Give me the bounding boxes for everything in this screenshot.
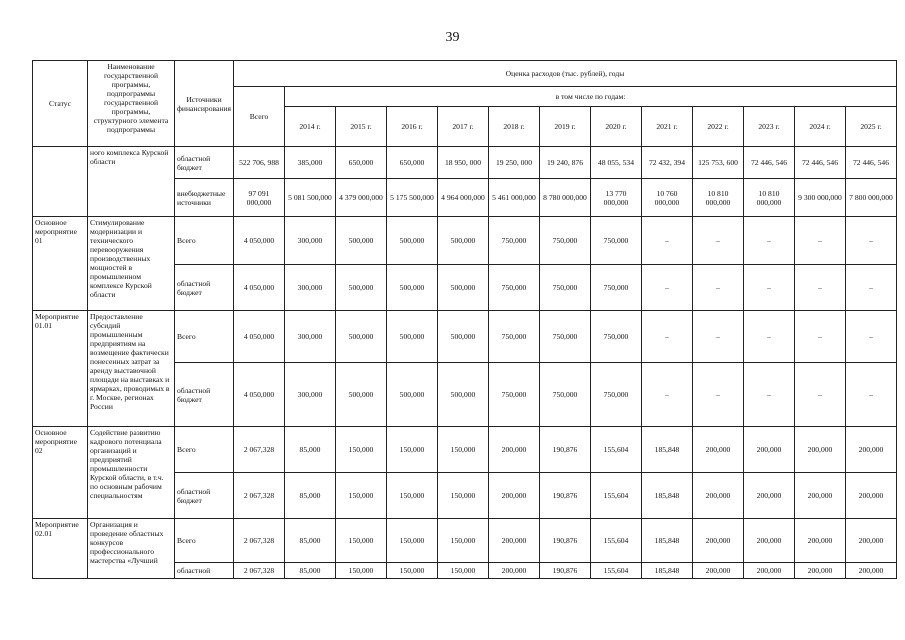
name-cell: Предоставление субсидий промышленным предприятиям на возмещение фактически понесенных затрат за аренду выставочной площади на выставках и ярмарках, проводимых в г. Москве, регионах России [88,311,175,427]
value-cell: 72 446, 546 [846,147,897,179]
value-cell: 85,000 [285,473,336,519]
value-cell: 200,000 [744,563,795,579]
value-cell: 185,848 [642,563,693,579]
value-cell: 85,000 [285,563,336,579]
value-cell: 150,000 [387,563,438,579]
value-cell: – [795,265,846,311]
value-cell: 300,000 [285,217,336,265]
total-cell: 2 067,328 [234,519,285,563]
value-cell: 200,000 [489,427,540,473]
value-cell: 750,000 [540,265,591,311]
value-cell: 150,000 [438,563,489,579]
value-cell: 150,000 [336,563,387,579]
expenses-table [32,60,897,579]
header-year: 2021 г. [642,107,693,147]
value-cell: 150,000 [387,519,438,563]
value-cell: 185,848 [642,473,693,519]
total-cell: 2 067,328 [234,427,285,473]
header-year: 2019 г. [540,107,591,147]
value-cell: 10 810 000,000 [693,179,744,217]
value-cell: 150,000 [336,473,387,519]
status-cell: Мероприятие 01.01 [33,311,88,427]
value-cell: 750,000 [591,217,642,265]
value-cell: 190,876 [540,563,591,579]
value-cell: – [693,363,744,427]
source-cell: областной бюджет [175,363,234,427]
name-cell: Содействие развитию кадрового потенциала организаций и предприятий промышленности Курской области, в т.ч. по основным рабочим специальностям [88,427,175,519]
name-cell: Стимулирование модернизации и технического перевооружения производственных мощностей в промышленном комплексе Курской области [88,217,175,311]
value-cell: – [744,363,795,427]
value-cell: 185,848 [642,519,693,563]
value-cell: 750,000 [489,217,540,265]
value-cell: 200,000 [693,519,744,563]
value-cell: 750,000 [540,311,591,363]
status-cell [33,147,88,217]
value-cell: 300,000 [285,311,336,363]
source-cell: Всего [175,519,234,563]
value-cell: – [744,265,795,311]
source-cell: Всего [175,427,234,473]
header-total: Всего [234,87,285,147]
name-cell: Организация и проведение областных конкурсов профессионального мастерства «Лучший [88,519,175,579]
value-cell: 150,000 [336,427,387,473]
total-cell: 2 067,328 [234,563,285,579]
value-cell: 155,604 [591,519,642,563]
source-cell: внебюджетные источники [175,179,234,217]
value-cell: 200,000 [846,563,897,579]
table-row [33,427,897,473]
value-cell: 500,000 [336,363,387,427]
value-cell: 155,604 [591,473,642,519]
value-cell: 200,000 [693,473,744,519]
source-cell: Всего [175,217,234,265]
value-cell: 190,876 [540,473,591,519]
value-cell: 72 446, 546 [744,147,795,179]
value-cell: 190,876 [540,519,591,563]
value-cell: 5 461 000,000 [489,179,540,217]
value-cell: 200,000 [795,427,846,473]
value-cell: – [846,265,897,311]
value-cell: 750,000 [489,311,540,363]
value-cell: – [642,217,693,265]
value-cell: 750,000 [489,363,540,427]
value-cell: – [693,311,744,363]
value-cell: 4 379 000,000 [336,179,387,217]
value-cell: 48 055, 534 [591,147,642,179]
value-cell: 150,000 [438,473,489,519]
header-year: 2023 г. [744,107,795,147]
value-cell: – [846,363,897,427]
table-row [33,311,897,363]
name-cell: ного комплекса Курской области [88,147,175,217]
value-cell: 500,000 [387,217,438,265]
value-cell: 750,000 [540,217,591,265]
value-cell: 750,000 [591,265,642,311]
value-cell: 750,000 [591,363,642,427]
value-cell: 200,000 [693,427,744,473]
value-cell: 200,000 [489,563,540,579]
header-year: 2025 г. [846,107,897,147]
value-cell: 500,000 [387,265,438,311]
status-cell: Основное мероприятие 02 [33,427,88,519]
value-cell: 190,876 [540,427,591,473]
value-cell: 125 753, 600 [693,147,744,179]
value-cell: – [795,363,846,427]
value-cell: 150,000 [438,427,489,473]
total-cell: 4 050,000 [234,265,285,311]
value-cell: 750,000 [591,311,642,363]
value-cell: – [795,217,846,265]
value-cell: 200,000 [846,427,897,473]
value-cell: 650,000 [387,147,438,179]
value-cell: – [693,217,744,265]
value-cell: – [846,217,897,265]
value-cell: – [795,311,846,363]
total-cell: 4 050,000 [234,311,285,363]
value-cell: – [693,265,744,311]
header-status: Статус [33,61,88,147]
page-number: 39 [445,30,460,45]
source-cell: областной бюджет [175,147,234,179]
value-cell: 650,000 [336,147,387,179]
value-cell: 13 770 000,000 [591,179,642,217]
value-cell: 200,000 [693,563,744,579]
header-year: 2022 г. [693,107,744,147]
header-year: 2018 г. [489,107,540,147]
value-cell: 200,000 [744,427,795,473]
value-cell: 9 300 000,000 [795,179,846,217]
value-cell: – [744,311,795,363]
status-cell: Мероприятие 02.01 [33,519,88,579]
header-by-years: в том числе по годам: [285,87,897,107]
status-cell: Основное мероприятие 01 [33,217,88,311]
value-cell: – [744,217,795,265]
value-cell: 200,000 [795,519,846,563]
value-cell: 300,000 [285,265,336,311]
total-cell: 2 067,328 [234,473,285,519]
value-cell: – [846,311,897,363]
value-cell: 500,000 [438,265,489,311]
value-cell: 500,000 [336,265,387,311]
value-cell: 10 760 000,000 [642,179,693,217]
value-cell: 18 950, 000 [438,147,489,179]
value-cell: 500,000 [336,311,387,363]
header-sources: Источники финансирования [175,61,234,147]
value-cell: 750,000 [540,363,591,427]
table-row [33,147,897,179]
value-cell: 200,000 [489,473,540,519]
header-estimate: Оценка расходов (тыс. рублей), годы [234,61,897,87]
value-cell: – [642,363,693,427]
value-cell: – [642,311,693,363]
value-cell: 5 081 500,000 [285,179,336,217]
value-cell: 4 964 000,000 [438,179,489,217]
value-cell: 500,000 [438,217,489,265]
value-cell: 19 250, 000 [489,147,540,179]
value-cell: 10 810 000,000 [744,179,795,217]
value-cell: 200,000 [489,519,540,563]
total-cell: 4 050,000 [234,217,285,265]
value-cell: 200,000 [795,563,846,579]
source-cell: областной бюджет [175,473,234,519]
value-cell: 150,000 [336,519,387,563]
value-cell: 200,000 [744,519,795,563]
source-cell: областной бюджет [175,265,234,311]
value-cell: 500,000 [336,217,387,265]
value-cell: 85,000 [285,427,336,473]
value-cell: 19 240, 876 [540,147,591,179]
header-year: 2014 г. [285,107,336,147]
table-row [33,519,897,563]
value-cell: 150,000 [387,473,438,519]
value-cell: 500,000 [387,363,438,427]
value-cell: 200,000 [846,519,897,563]
source-cell: областной [175,563,234,579]
header-year: 2015 г. [336,107,387,147]
value-cell: 500,000 [438,363,489,427]
header-year: 2024 г. [795,107,846,147]
value-cell: 8 780 000,000 [540,179,591,217]
value-cell: 5 175 500,000 [387,179,438,217]
value-cell: 300,000 [285,363,336,427]
value-cell: 72 432, 394 [642,147,693,179]
value-cell: 85,000 [285,519,336,563]
value-cell: 500,000 [387,311,438,363]
value-cell: 200,000 [846,473,897,519]
value-cell: 750,000 [489,265,540,311]
header-name: Наименование государственной программы, подпрограммы государственной программы, структурного элемента подпрограммы [88,61,175,147]
value-cell: 185,848 [642,427,693,473]
value-cell: 500,000 [438,311,489,363]
header-year: 2017 г. [438,107,489,147]
value-cell: 150,000 [387,427,438,473]
value-cell: – [642,265,693,311]
value-cell: 150,000 [438,519,489,563]
table-row [33,217,897,265]
value-cell: 155,604 [591,427,642,473]
source-cell: Всего [175,311,234,363]
value-cell: 200,000 [744,473,795,519]
total-cell: 97 091 000,000 [234,179,285,217]
value-cell: 72 446, 546 [795,147,846,179]
value-cell: 7 800 000,000 [846,179,897,217]
value-cell: 385,000 [285,147,336,179]
header-year: 2016 г. [387,107,438,147]
value-cell: 200,000 [795,473,846,519]
total-cell: 4 050,000 [234,363,285,427]
total-cell: 522 706, 988 [234,147,285,179]
value-cell: 155,604 [591,563,642,579]
header-year: 2020 г. [591,107,642,147]
